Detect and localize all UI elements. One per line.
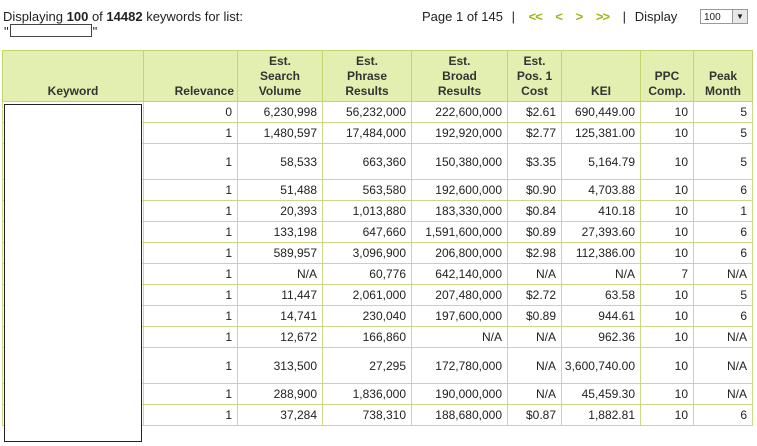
header-line: Est. bbox=[448, 54, 471, 68]
cell-ppc: 10 bbox=[641, 123, 694, 144]
cell-phrase: 3,096,900 bbox=[323, 243, 412, 264]
cell-cost: N/A bbox=[508, 348, 562, 384]
cell-phrase: 27,295 bbox=[323, 348, 412, 384]
cell-rel: 1 bbox=[144, 222, 238, 243]
cell-peak: 1 bbox=[694, 201, 753, 222]
quote-close: " bbox=[92, 24, 98, 39]
list-name bbox=[4, 24, 97, 39]
cell-vol: 313,500 bbox=[238, 348, 323, 384]
cell-ppc: 10 bbox=[641, 306, 694, 327]
header-line: Est. bbox=[268, 54, 291, 68]
cell-ppc: 10 bbox=[641, 348, 694, 384]
results-toolbar bbox=[0, 0, 757, 48]
cell-kei: 63.58 bbox=[562, 285, 641, 306]
cell-broad: N/A bbox=[412, 327, 508, 348]
cell-vol: 12,672 bbox=[238, 327, 323, 348]
cell-rel: 1 bbox=[144, 264, 238, 285]
cell-cost: $0.87 bbox=[508, 405, 562, 426]
cell-broad: 150,380,000 bbox=[412, 144, 508, 180]
separator: | bbox=[511, 9, 515, 24]
cell-kei: N/A bbox=[562, 264, 641, 285]
header-broad-results[interactable] bbox=[412, 51, 508, 102]
cell-peak: 6 bbox=[694, 180, 753, 201]
page-indicator: Page 1 of 145 bbox=[422, 9, 503, 24]
cell-kei: 45,459.30 bbox=[562, 384, 641, 405]
cell-kei: 4,703.88 bbox=[562, 180, 641, 201]
cell-peak: 6 bbox=[694, 405, 753, 426]
header-line: PPC bbox=[654, 69, 680, 83]
cell-kei: 690,449.00 bbox=[562, 102, 641, 123]
cell-vol: N/A bbox=[238, 264, 323, 285]
cell-broad: 222,600,000 bbox=[412, 102, 508, 123]
last-page-link[interactable]: >> bbox=[595, 9, 610, 24]
list-name-redacted bbox=[10, 24, 92, 37]
header-relevance[interactable] bbox=[144, 51, 238, 102]
header-line: Relevance bbox=[174, 84, 234, 98]
cell-rel: 0 bbox=[144, 102, 238, 123]
cell-vol: 6,230,998 bbox=[238, 102, 323, 123]
cell-vol: 288,900 bbox=[238, 384, 323, 405]
header-peak-month[interactable] bbox=[694, 51, 753, 102]
cell-phrase: 663,360 bbox=[323, 144, 412, 180]
header-line: KEI bbox=[590, 84, 611, 98]
header-keyword[interactable] bbox=[3, 51, 144, 102]
cell-kei: 27,393.60 bbox=[562, 222, 641, 243]
header-pos1-cost[interactable] bbox=[508, 51, 562, 102]
header-line: Volume bbox=[258, 84, 302, 98]
cell-phrase: 647,660 bbox=[323, 222, 412, 243]
cell-phrase: 60,776 bbox=[323, 264, 412, 285]
cell-vol: 11,447 bbox=[238, 285, 323, 306]
cell-peak: 6 bbox=[694, 222, 753, 243]
pager bbox=[422, 9, 677, 24]
cell-vol: 133,198 bbox=[238, 222, 323, 243]
cell-cost: $0.90 bbox=[508, 180, 562, 201]
first-page-link[interactable]: << bbox=[528, 9, 542, 24]
cell-broad: 642,140,000 bbox=[412, 264, 508, 285]
chevron-down-icon[interactable]: ▼ bbox=[732, 10, 747, 23]
cell-phrase: 738,310 bbox=[323, 405, 412, 426]
header-search-volume[interactable] bbox=[238, 51, 323, 102]
cell-cost: $2.61 bbox=[508, 102, 562, 123]
cell-peak: N/A bbox=[694, 264, 753, 285]
cell-broad: 206,800,000 bbox=[412, 243, 508, 264]
cell-broad: 197,600,000 bbox=[412, 306, 508, 327]
display-prefix: Displaying bbox=[3, 9, 63, 24]
cell-ppc: 10 bbox=[641, 144, 694, 180]
cell-kei: 410.18 bbox=[562, 201, 641, 222]
cell-phrase: 17,484,000 bbox=[323, 123, 412, 144]
cell-cost: $2.77 bbox=[508, 123, 562, 144]
header-line: Results bbox=[345, 84, 389, 98]
cell-kei: 125,381.00 bbox=[562, 123, 641, 144]
display-label: Display bbox=[634, 9, 678, 24]
cell-rel: 1 bbox=[144, 123, 238, 144]
header-line: Search bbox=[259, 69, 301, 83]
cell-ppc: 10 bbox=[641, 222, 694, 243]
cell-peak: 5 bbox=[694, 285, 753, 306]
header-ppc-comp[interactable] bbox=[641, 51, 694, 102]
cell-ppc: 10 bbox=[641, 102, 694, 123]
display-suffix: keywords for list: bbox=[146, 9, 243, 24]
cell-vol: 20,393 bbox=[238, 201, 323, 222]
header-line: Broad bbox=[442, 69, 477, 83]
cell-peak: N/A bbox=[694, 384, 753, 405]
header-line: Est. bbox=[523, 54, 546, 68]
cell-peak: 5 bbox=[694, 102, 753, 123]
cell-peak: N/A bbox=[694, 348, 753, 384]
cell-kei: 5,164.79 bbox=[562, 144, 641, 180]
cell-phrase: 230,040 bbox=[323, 306, 412, 327]
header-phrase-results[interactable] bbox=[323, 51, 412, 102]
display-of: of bbox=[91, 9, 103, 24]
cell-ppc: 10 bbox=[641, 180, 694, 201]
cell-phrase: 2,061,000 bbox=[323, 285, 412, 306]
cell-rel: 1 bbox=[144, 306, 238, 327]
header-line: Comp. bbox=[648, 84, 686, 98]
cell-vol: 37,284 bbox=[238, 405, 323, 426]
header-line: Est. bbox=[355, 54, 378, 68]
cell-rel: 1 bbox=[144, 201, 238, 222]
header-kei[interactable] bbox=[562, 51, 641, 102]
cell-rel: 1 bbox=[144, 243, 238, 264]
cell-broad: 188,680,000 bbox=[412, 405, 508, 426]
cell-kei: 3,600,740.00 bbox=[562, 348, 641, 384]
cell-broad: 190,000,000 bbox=[412, 384, 508, 405]
cell-rel: 1 bbox=[144, 180, 238, 201]
cell-broad: 192,920,000 bbox=[412, 123, 508, 144]
cell-cost: $0.84 bbox=[508, 201, 562, 222]
cell-rel: 1 bbox=[144, 348, 238, 384]
cell-vol: 1,480,597 bbox=[238, 123, 323, 144]
cell-phrase: 1,836,000 bbox=[323, 384, 412, 405]
cell-cost: $0.89 bbox=[508, 222, 562, 243]
display-count-select[interactable] bbox=[700, 9, 748, 24]
cell-cost: $3.35 bbox=[508, 144, 562, 180]
header-line: Peak bbox=[708, 69, 738, 83]
cell-rel: 1 bbox=[144, 144, 238, 180]
total-count: 14482 bbox=[106, 9, 143, 24]
cell-kei: 1,882.81 bbox=[562, 405, 641, 426]
cell-vol: 589,957 bbox=[238, 243, 323, 264]
cell-rel: 1 bbox=[144, 405, 238, 426]
cell-ppc: 10 bbox=[641, 384, 694, 405]
cell-ppc: 10 bbox=[641, 327, 694, 348]
quote-open: " bbox=[4, 24, 9, 39]
header-line: Cost bbox=[521, 84, 548, 98]
keyword-column-redacted bbox=[4, 104, 142, 442]
cell-ppc: 10 bbox=[641, 243, 694, 264]
cell-rel: 1 bbox=[144, 384, 238, 405]
cell-vol: 14,741 bbox=[238, 306, 323, 327]
cell-ppc: 10 bbox=[641, 405, 694, 426]
cell-rel: 1 bbox=[144, 327, 238, 348]
cell-broad: 1,591,600,000 bbox=[412, 222, 508, 243]
cell-broad: 172,780,000 bbox=[412, 348, 508, 384]
cell-broad: 192,600,000 bbox=[412, 180, 508, 201]
cell-ppc: 10 bbox=[641, 201, 694, 222]
cell-vol: 51,488 bbox=[238, 180, 323, 201]
cell-broad: 183,330,000 bbox=[412, 201, 508, 222]
cell-kei: 962.36 bbox=[562, 327, 641, 348]
cell-cost: N/A bbox=[508, 384, 562, 405]
cell-kei: 112,386.00 bbox=[562, 243, 641, 264]
prev-page-link[interactable]: < bbox=[555, 9, 563, 24]
cell-broad: 207,480,000 bbox=[412, 285, 508, 306]
cell-vol: 58,533 bbox=[238, 144, 323, 180]
table-header-row bbox=[3, 51, 753, 102]
cell-cost: $0.89 bbox=[508, 306, 562, 327]
display-summary bbox=[3, 9, 243, 24]
cell-kei: 944.61 bbox=[562, 306, 641, 327]
header-line: Pos. 1 bbox=[516, 69, 553, 83]
display-count-value: 100 bbox=[704, 12, 721, 23]
header-line: Month bbox=[705, 84, 741, 98]
header-line: Keyword bbox=[47, 84, 99, 98]
cell-ppc: 10 bbox=[641, 285, 694, 306]
cell-rel: 1 bbox=[144, 285, 238, 306]
cell-peak: N/A bbox=[694, 327, 753, 348]
cell-phrase: 1,013,880 bbox=[323, 201, 412, 222]
cell-phrase: 166,860 bbox=[323, 327, 412, 348]
cell-cost: $2.72 bbox=[508, 285, 562, 306]
cell-cost: N/A bbox=[508, 327, 562, 348]
cell-peak: 5 bbox=[694, 123, 753, 144]
cell-phrase: 563,580 bbox=[323, 180, 412, 201]
next-page-link[interactable]: > bbox=[575, 9, 583, 24]
cell-cost: N/A bbox=[508, 264, 562, 285]
cell-cost: $2.98 bbox=[508, 243, 562, 264]
cell-peak: 6 bbox=[694, 243, 753, 264]
cell-ppc: 7 bbox=[641, 264, 694, 285]
shown-count: 100 bbox=[66, 9, 89, 24]
cell-peak: 6 bbox=[694, 306, 753, 327]
cell-peak: 5 bbox=[694, 144, 753, 180]
cell-phrase: 56,232,000 bbox=[323, 102, 412, 123]
separator: | bbox=[622, 9, 627, 24]
header-line: Results bbox=[437, 84, 482, 98]
header-line: Phrase bbox=[346, 69, 388, 83]
